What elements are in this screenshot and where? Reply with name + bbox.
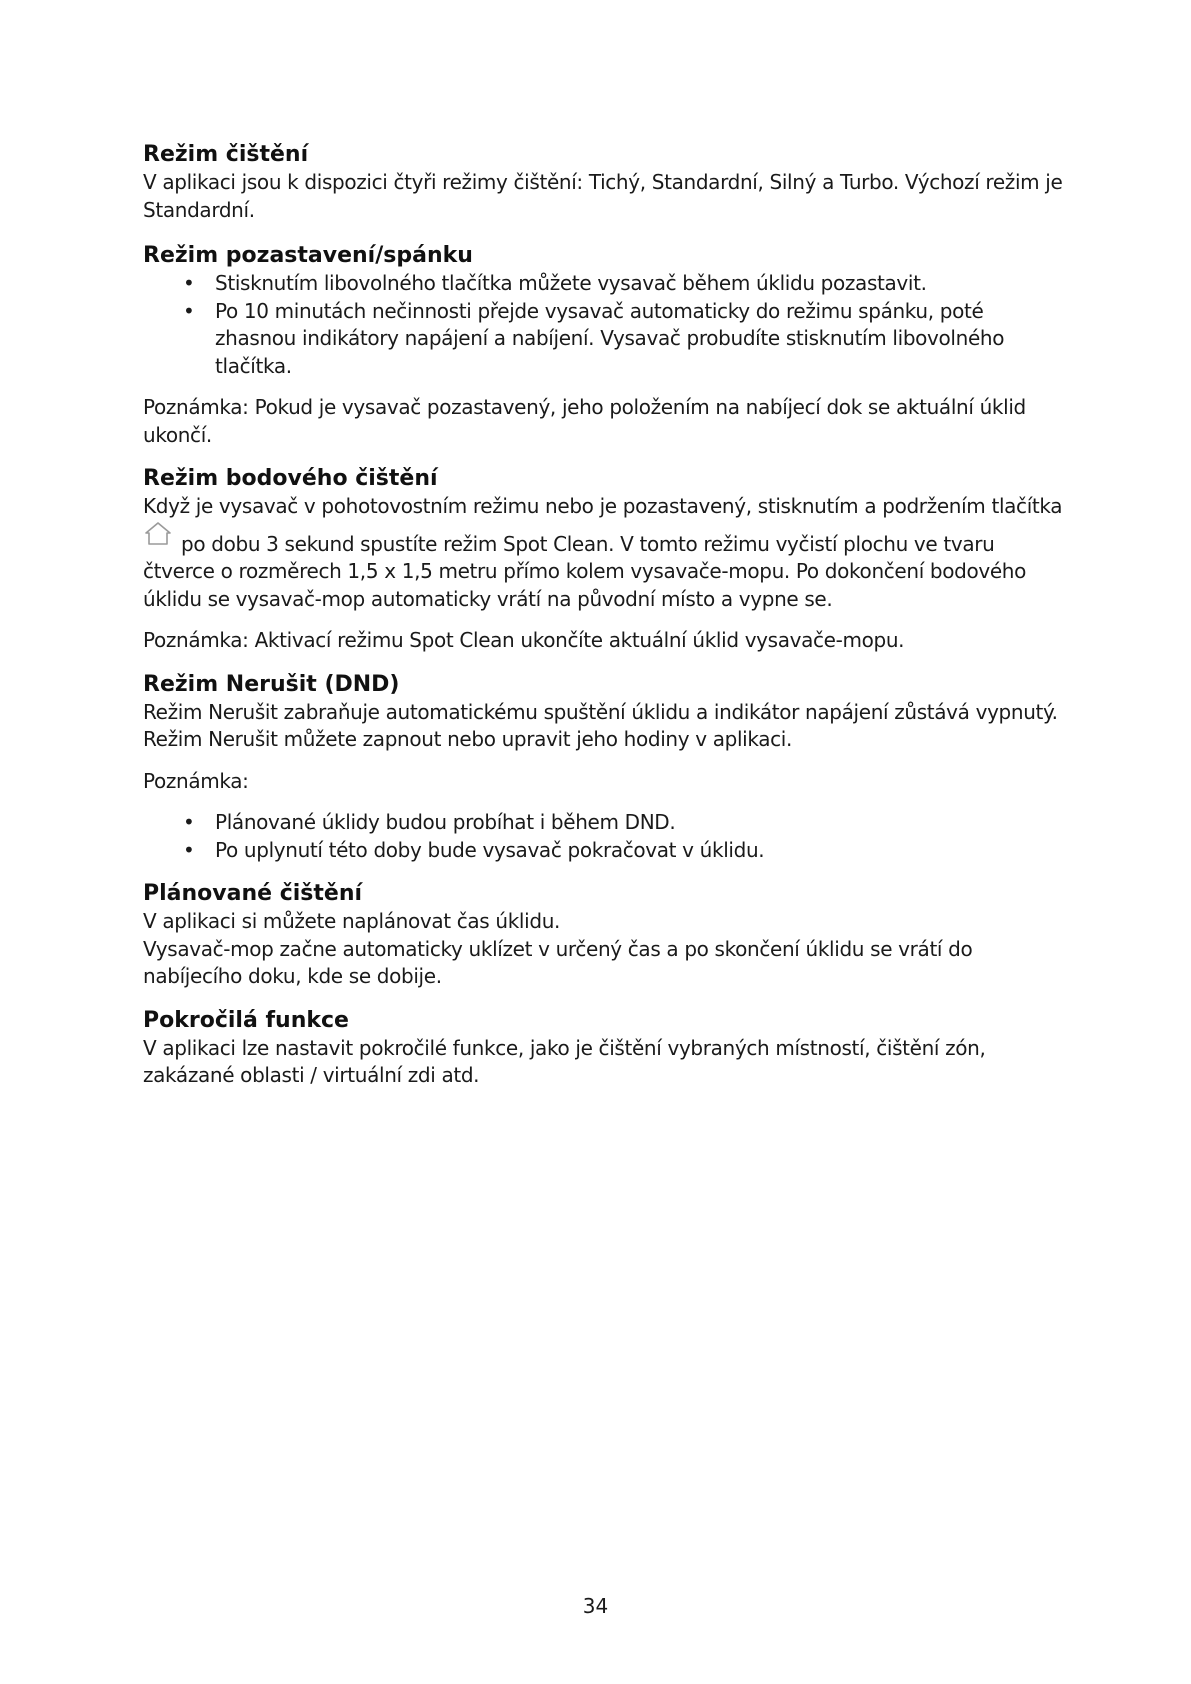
section-body: V aplikaci lze nastavit pokročilé funkce, jako je čištění vybraných místností, čištění zón, zakázané oblasti / virtuální zdi atd.	[143, 1035, 986, 1087]
list-item: • Po 10 minutách nečinnosti přejde vysavač automaticky do režimu spánku, poté zhasnou indikátory napájení a nabíjení. Vysavač probudíte stisknutím libovolného tlačítka.	[143, 298, 1063, 381]
home-icon	[143, 521, 173, 547]
bullet-list	[143, 270, 1063, 380]
section-title: Režim bodového čištění	[143, 466, 438, 491]
note-label: Poznámka:	[143, 768, 249, 793]
body-after-icon: po dobu 3 sekund spustíte režim Spot Clean. V tomto režimu vyčistí plochu ve tvaru čtverce o rozměrech 1,5 x 1,5 metru přímo kolem vysavače-mopu. Po dokončení bodového úklidu se vysavač-mop automaticky vrátí na původní místo a vypne se.	[143, 531, 1027, 611]
note-text: Poznámka: Aktivací režimu Spot Clean ukončíte aktuální úklid vysavače-mopu.	[143, 628, 905, 652]
page-number: 34	[582, 1594, 609, 1618]
list-item: • Plánované úklidy budou probíhat i během DND.	[143, 809, 1063, 837]
note-text: Poznámka: Pokud je vysavač pozastavený, jeho položením na nabíjecí dok se aktuální úklid ukončí.	[143, 395, 1026, 447]
list-item: • Stisknutím libovolného tlačítka můžete vysavač během úklidu pozastavit.	[143, 270, 1063, 298]
section-title: Pokročilá funkce	[143, 1007, 349, 1033]
section-title: Režim čištění	[143, 142, 309, 167]
section-title: Plánované čištění	[143, 881, 363, 906]
section-body	[143, 493, 1063, 613]
section-cleaning-mode	[143, 141, 1063, 224]
section-title: Režim Nerušit (DND)	[143, 671, 400, 697]
section-body: Vysavač-mop začne automaticky uklízet v určený čas a po skončení úklidu se vrátí do nabíjecího doku, kde se dobije.	[143, 936, 973, 988]
section-body: Režim Nerušit zabraňuje automatickému spuštění úklidu a indikátor napájení zůstává vypnutý. Režim Nerušit můžete zapnout nebo upravit jeho hodiny v aplikaci.	[143, 699, 1058, 751]
section-title: Režim pozastavení/spánku	[143, 243, 473, 268]
section-dnd	[143, 671, 1063, 865]
section-advanced	[143, 1007, 1063, 1090]
section-body: V aplikaci si můžete naplánovat čas úklidu.	[143, 909, 561, 933]
section-scheduled	[143, 880, 1063, 991]
bullet-list	[143, 809, 1063, 864]
section-body: V aplikaci jsou k dispozici čtyři režimy čištění: Tichý, Standardní, Silný a Turbo. Výchozí režim je Standardní.	[143, 170, 1063, 222]
body-before-icon: Když je vysavač v pohotovostním režimu nebo je pozastavený, stisknutím a podržením tlačítka	[143, 494, 1063, 518]
document-page	[143, 141, 1063, 1090]
list-item: • Po uplynutí této doby bude vysavač pokračovat v úklidu.	[143, 837, 1063, 865]
section-spot-cleaning	[143, 465, 1063, 655]
section-pause-sleep	[143, 242, 1063, 449]
